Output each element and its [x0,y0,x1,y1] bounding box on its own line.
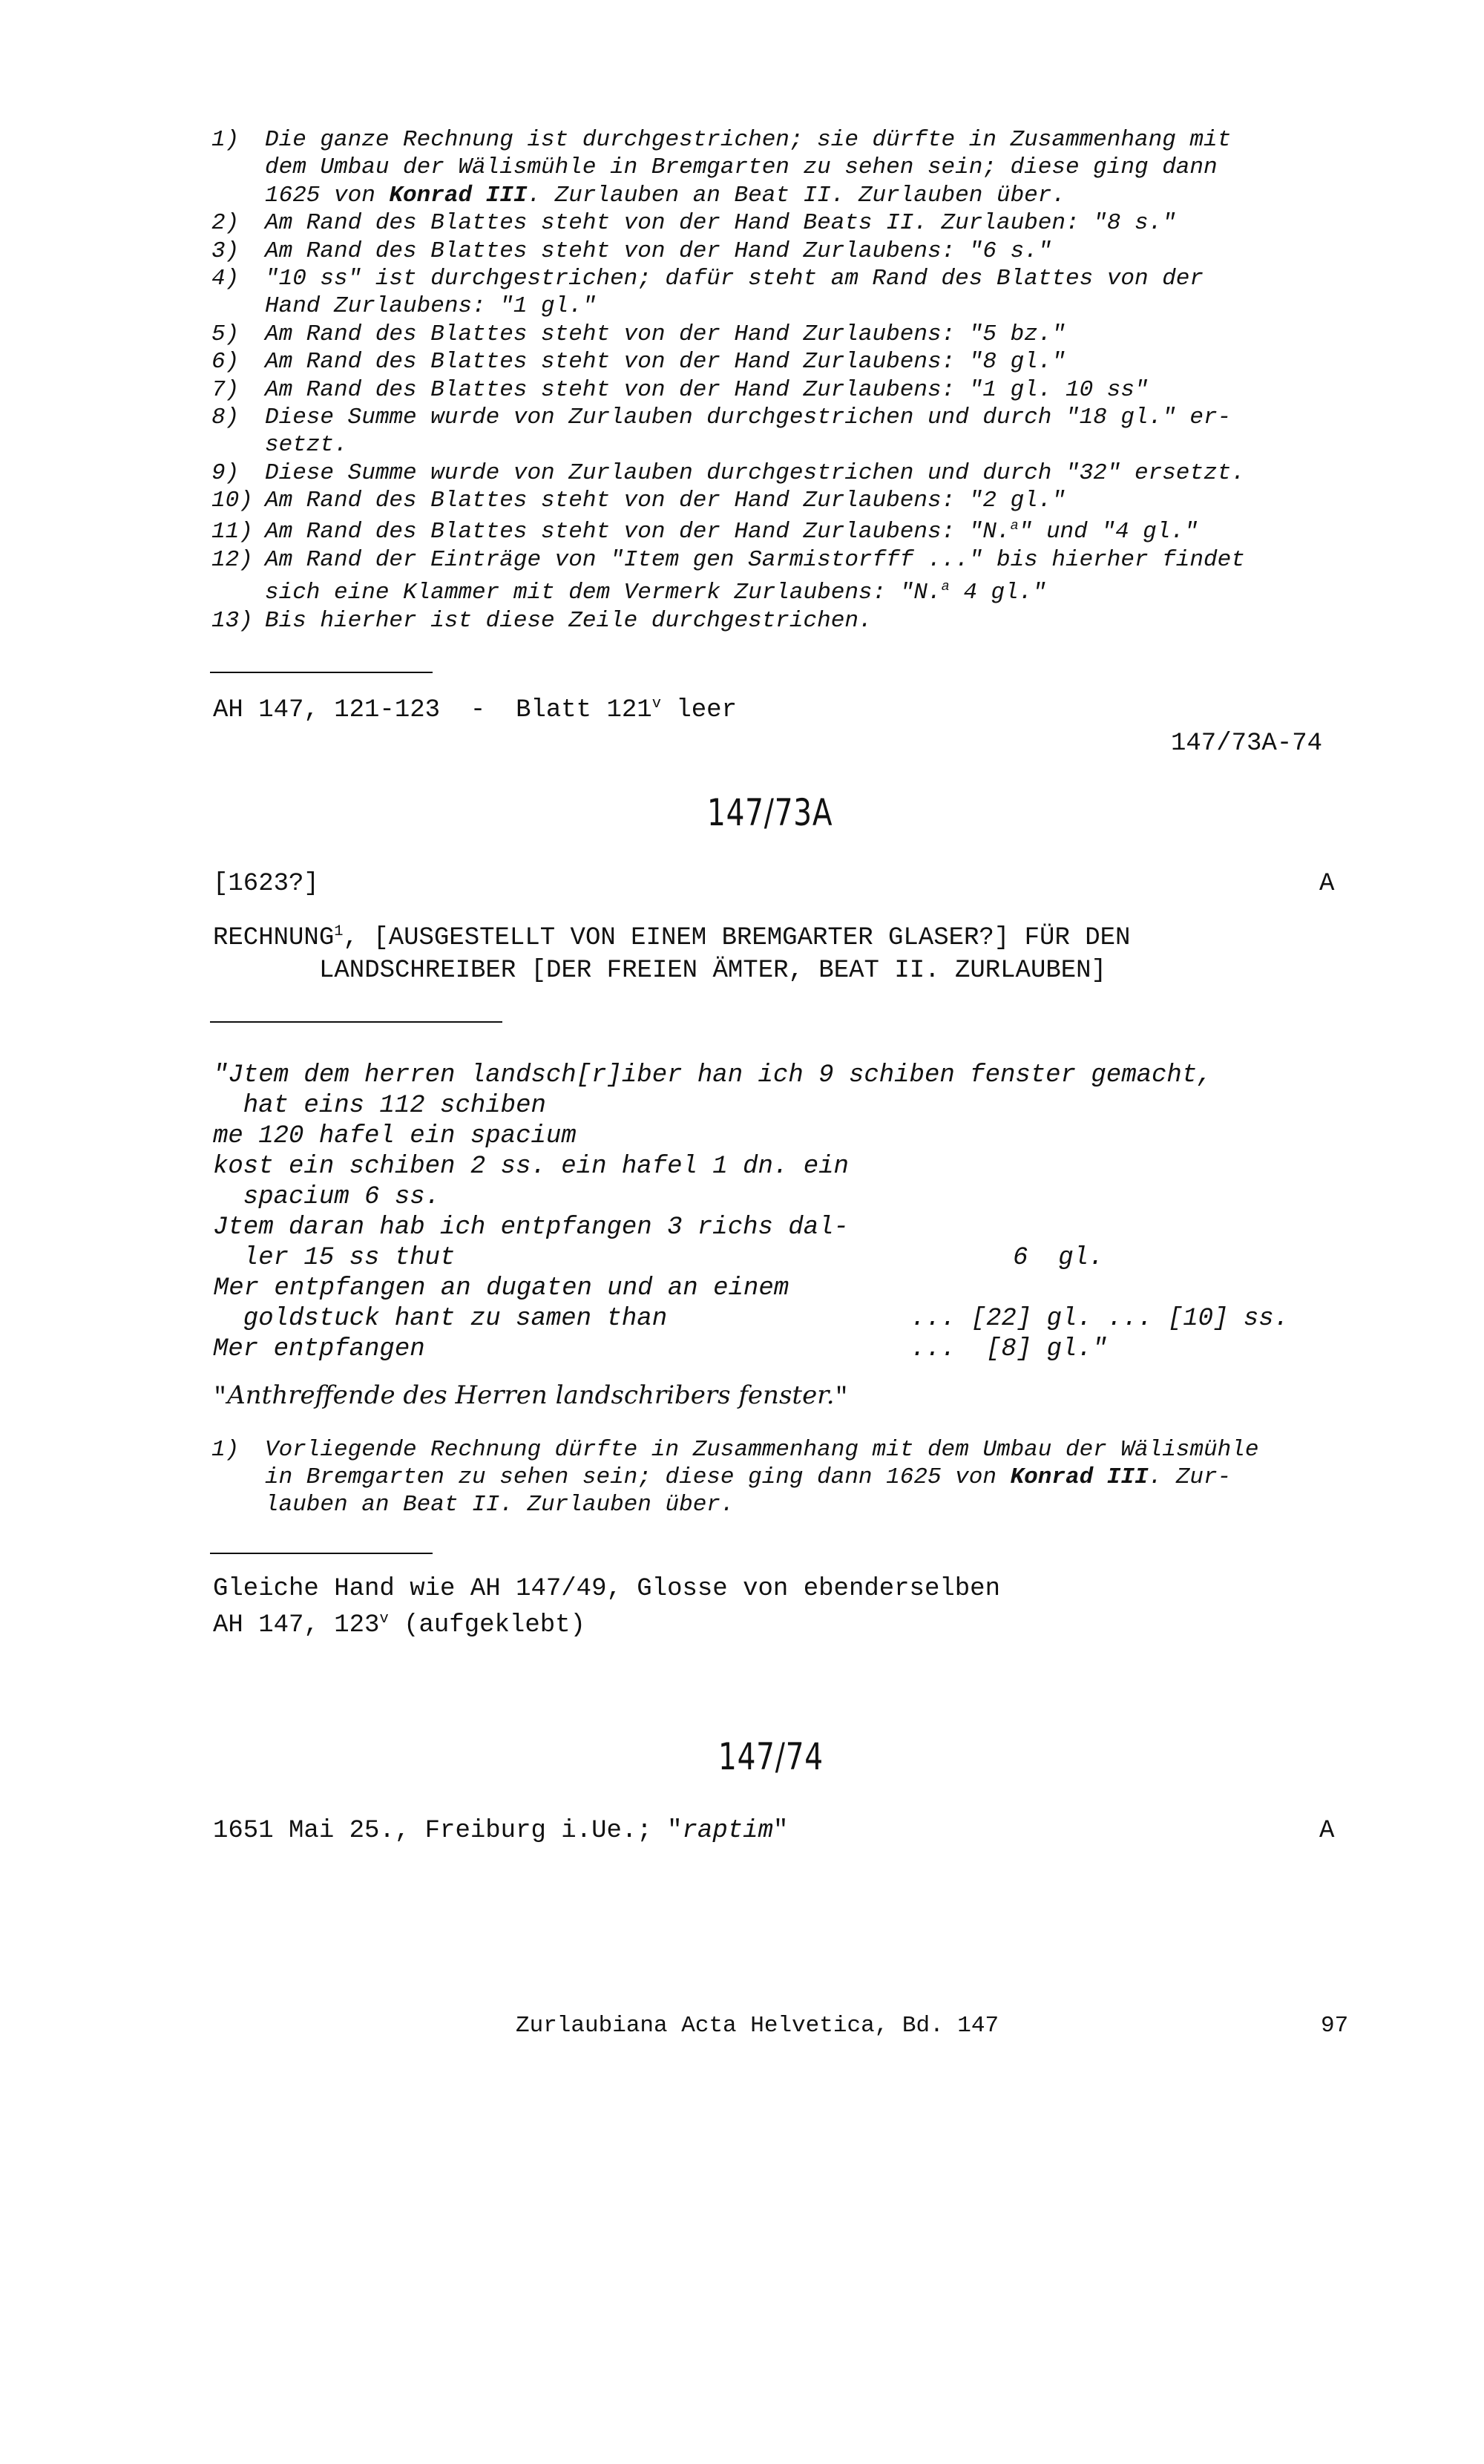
note-7: 7) Am Rand des Blattes steht von der Hand Zurlaubens: "1 gl. 10 ss" [211,377,1149,403]
document-type: A [1319,870,1335,898]
document-date: [1623?] [213,870,319,898]
document-title-line2: LANDSCHREIBER [DER FREIEN ÄMTER, BEAT II. ZURLAUBEN] [319,957,1106,985]
quote-block: "Jtem dem herren landsch[r]iber han ich 9 schiben fenster gemacht, hat eins 112 schiben me 120 hafel ein spacium kost ein schiben 2 ss. ein hafel 1 dn. ein spacium 6 ss. Jtem daran hab ich entpfangen 3 richs dal- ler 15 ss thut Mer entpfangen an dugaten und an einem goldstuck hant zu samen than Mer entpfangen 6 gl. ... [22] gl. ... [10] ss. ... [8] gl." [183,1061,1290,1363]
note-12: 12) Am Rand der Einträge von "Item gen Sarmistorfff ..." bis hierher findet sich eine Klammer mit dem Vermerk Zurlaubens: "N.$^a$ 4 gl." [211,547,1245,606]
footer-title: Zurlaubiana Acta Helvetica, Bd. 147 [516,2013,999,2039]
note-3: 3) Am Rand des Blattes steht von der Hand Zurlaubens: "6 s." [211,238,1052,264]
note-4: 4) "10 ss" ist durchgestrichen; dafür steht am Rand des Blattes von der Hand Zurlaubens: "1 gl." [211,266,1204,319]
note-9: 9) Diese Summe wurde von Zurlauben durchgestrichen und durch "32" ersetzt. [211,460,1245,486]
title-rule [210,1021,502,1023]
note-2: 2) Am Rand des Blattes steht von der Hand Beats II. Zurlauben: "8 s." [211,210,1176,236]
source-doc1: Gleiche Hand wie AH 147/49, Glosse von ebenderselben [213,1575,1000,1603]
amount-1: 6 gl. [1013,1244,1104,1272]
note-13: 13) Bis hierher ist diese Zeile durchgestrichen. [211,608,873,634]
footnote-rule-top [210,672,433,673]
footnote-rule-doc1 [210,1553,433,1554]
document-heading: 147/73A [707,791,833,834]
source-doc1-line2: AH 147, 123$^v$ (aufgeklebt) [213,1610,585,1639]
document-date-2: 1651 Mai 25., Freiburg i.Ue.; "raptim" [213,1817,789,1845]
notes-top [211,126,1354,646]
document-type-2: A [1319,1817,1335,1845]
note-1: 1) Die ganze Rechnung ist durchgestrichen; sie dürfte in Zusammenhang mit dem Umbau der Wälismühle in Bremgarten zu sehen sein; diese ging dann 1625 von Konrad III. Zurlauben an Beat II. Zurlauben über. [211,127,1232,209]
doc1-footnote: 1) Vorliegende Rechnung dürfte in Zusammenhang mit dem Umbau der Wälismühle in Bremgarten zu sehen sein; diese ging dann 1625 von Konrad III. Zur- lauben an Beat II. Zurlauben über. [211,1437,1259,1518]
document-heading-2: 147/74 [718,1735,824,1778]
source-top: AH 147, 121-123 - Blatt 121$^v$ leer [213,695,737,724]
amount-3: ... [8] gl." [910,1335,1108,1363]
gloss: "Anthreffende des Herren landschribers fenster." [213,1380,849,1411]
note-8: 8) Diese Summe wurde von Zurlauben durchgestrichen und durch "18 gl." er- setzt. [211,404,1232,458]
note-5: 5) Am Rand des Blattes steht von der Hand Zurlaubens: "5 bz." [211,321,1066,347]
amount-2: ... [22] gl. ... [10] ss. [910,1305,1290,1333]
range-reference: 147/73A-74 [1171,730,1323,758]
note-6: 6) Am Rand des Blattes steht von der Hand Zurlaubens: "8 gl." [211,349,1066,375]
note-11: 11) Am Rand des Blattes steht von der Hand Zurlaubens: "N.$^a$" und "4 gl." [211,517,1198,545]
page-number: 97 [1321,2013,1349,2039]
note-10: 10) Am Rand des Blattes steht von der Hand Zurlaubens: "2 gl." [211,488,1066,514]
document-title: RECHNUNG$^1$, [AUSGESTELLT VON EINEM BREMGARTER GLASER?] FÜR DEN [213,923,1131,952]
